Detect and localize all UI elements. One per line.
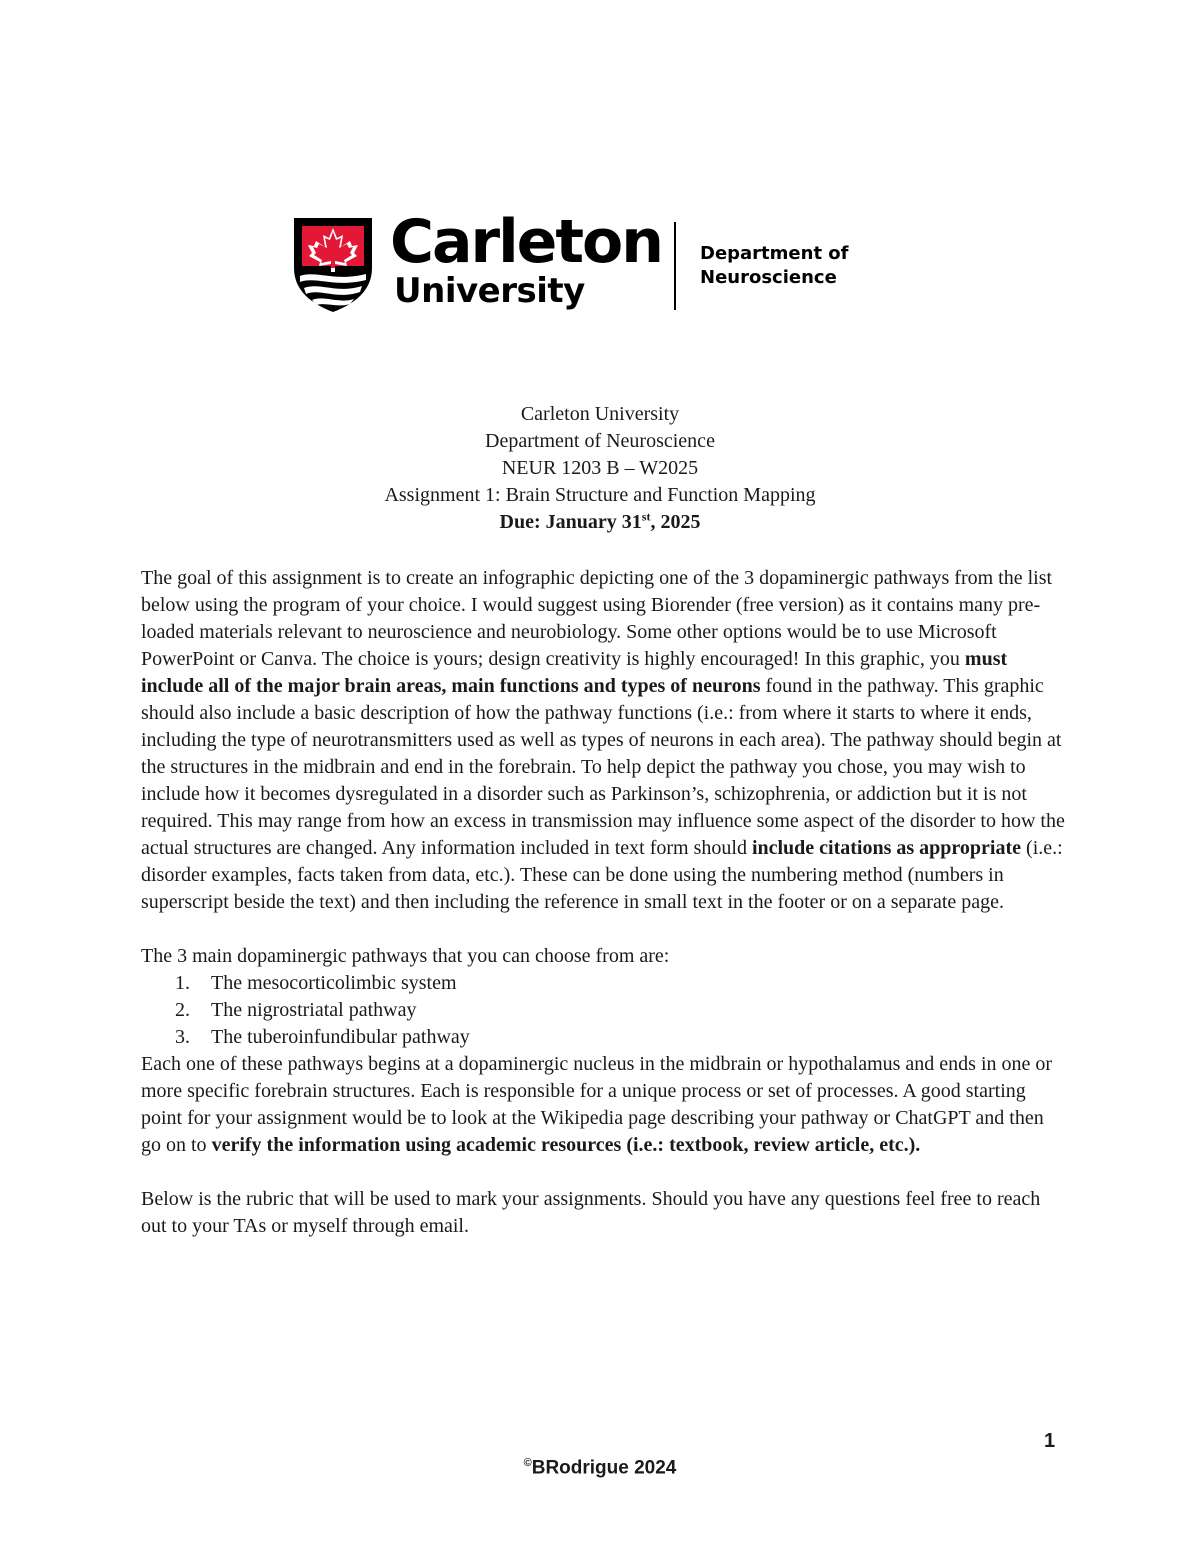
list-item-label: The tuberoinfundibular pathway — [211, 1026, 470, 1048]
copyright-footer — [0, 1457, 1200, 1479]
intro-text-1: The goal of this assignment is to create an infographic depicting one of the 3 dopaminergic pathways from the list below using the program of your choice. I would suggest using Biorender (free version) as it contains many pre-loaded materials relevant to neuroscience and neurobiology. Some other options would be to use Microsoft PowerPoint or Canva. The choice is yours; design creativity is highly encouraged! In this graphic, you — [141, 567, 1053, 670]
rubric-paragraph: Below is the rubric that will be used to mark your assignments. Should you have any questions feel free to reach out to your TAs or myself through email. — [141, 1188, 1041, 1237]
logo-wordmark-university: University — [394, 271, 585, 311]
intro-bold-2: include citations as appropriate — [751, 837, 1022, 859]
header-university: Carleton University — [520, 403, 680, 425]
header-due-date — [0, 509, 1200, 536]
list-item-number: 1. — [175, 972, 190, 994]
document-header — [0, 401, 1200, 536]
due-suffix: , 2025 — [650, 511, 701, 533]
pathways-text-1: Each one of these pathways begins at a dopaminergic nucleus in the midbrain or hypothalamus and ends in one or more specific forebrain structures. Each is responsible for a unique process or set of processes. A good starting point for your assignment would be to look at the Wikipedia page describing your pathway or ChatGPT and then go on to — [141, 1053, 1053, 1156]
pathways-bold-1: verify the information using academic resources (i.e.: textbook, review article, etc.). — [211, 1134, 921, 1156]
page-number: 1 — [1044, 1430, 1056, 1452]
header-department: Department of Neuroscience — [485, 430, 715, 452]
list-item-label: The nigrostriatal pathway — [211, 999, 417, 1021]
intro-text-2: found in the pathway. This graphic should also include a basic description of how the pathway functions (i.e.: from where it starts to where it ends, including the type of neurotransmitters used as well as types of neurons in each area). The pathway should begin at the structures in the midbrain and end in the forebrain. To help depict the pathway you chose, you may wish to include how it becomes dysregulated in a disorder such as Parkinson’s, schizophrenia, or addiction but it is not required. This may range from how an excess in transmission may influence some aspect of the disorder to how the actual structures are changed. Any information included in text form should — [141, 675, 1065, 859]
list-item — [141, 997, 1066, 1024]
paragraph-gap — [141, 1159, 1066, 1186]
list-item-number: 2. — [175, 999, 190, 1021]
pathway-list — [141, 970, 1066, 1051]
logo-department-name — [700, 242, 849, 290]
list-intro: The 3 main dopaminergic pathways that you can choose from are: — [141, 945, 670, 967]
due-superscript: st — [641, 509, 651, 524]
header-assignment-title: Assignment 1: Brain Structure and Function Mapping — [384, 484, 816, 506]
pathways-paragraph — [141, 1051, 1066, 1159]
carleton-logo — [294, 207, 854, 316]
intro-text-3: (i.e.: disorder examples, facts taken from data, etc.). These can be done using the numbering method (numbers in superscript beside the text) and then including the reference in small text in the footer or on a separate page. — [141, 837, 1063, 913]
copyright-symbol: © — [523, 1457, 532, 1469]
intro-bold-1: must include all of the major brain areas, main functions and types of neurons — [141, 648, 1008, 697]
intro-paragraph — [141, 565, 1066, 916]
list-item — [141, 970, 1066, 997]
logo-wordmark-carleton: Carleton — [390, 207, 662, 277]
header-course: NEUR 1203 B – W2025 — [501, 457, 699, 479]
due-prefix: Due: January 31 — [499, 511, 642, 533]
logo-dept-line2: Neuroscience — [700, 267, 837, 288]
logo-divider — [674, 222, 676, 310]
document-body — [141, 565, 1066, 1240]
copyright-text: BRodrigue 2024 — [531, 1457, 677, 1479]
paragraph-gap — [141, 916, 1066, 943]
list-item-label: The mesocorticolimbic system — [211, 972, 457, 994]
list-item-number: 3. — [175, 1026, 190, 1048]
logo-dept-line1: Department of — [700, 243, 849, 264]
list-item — [141, 1024, 1066, 1051]
maple-leaf-shield-icon — [294, 216, 372, 314]
